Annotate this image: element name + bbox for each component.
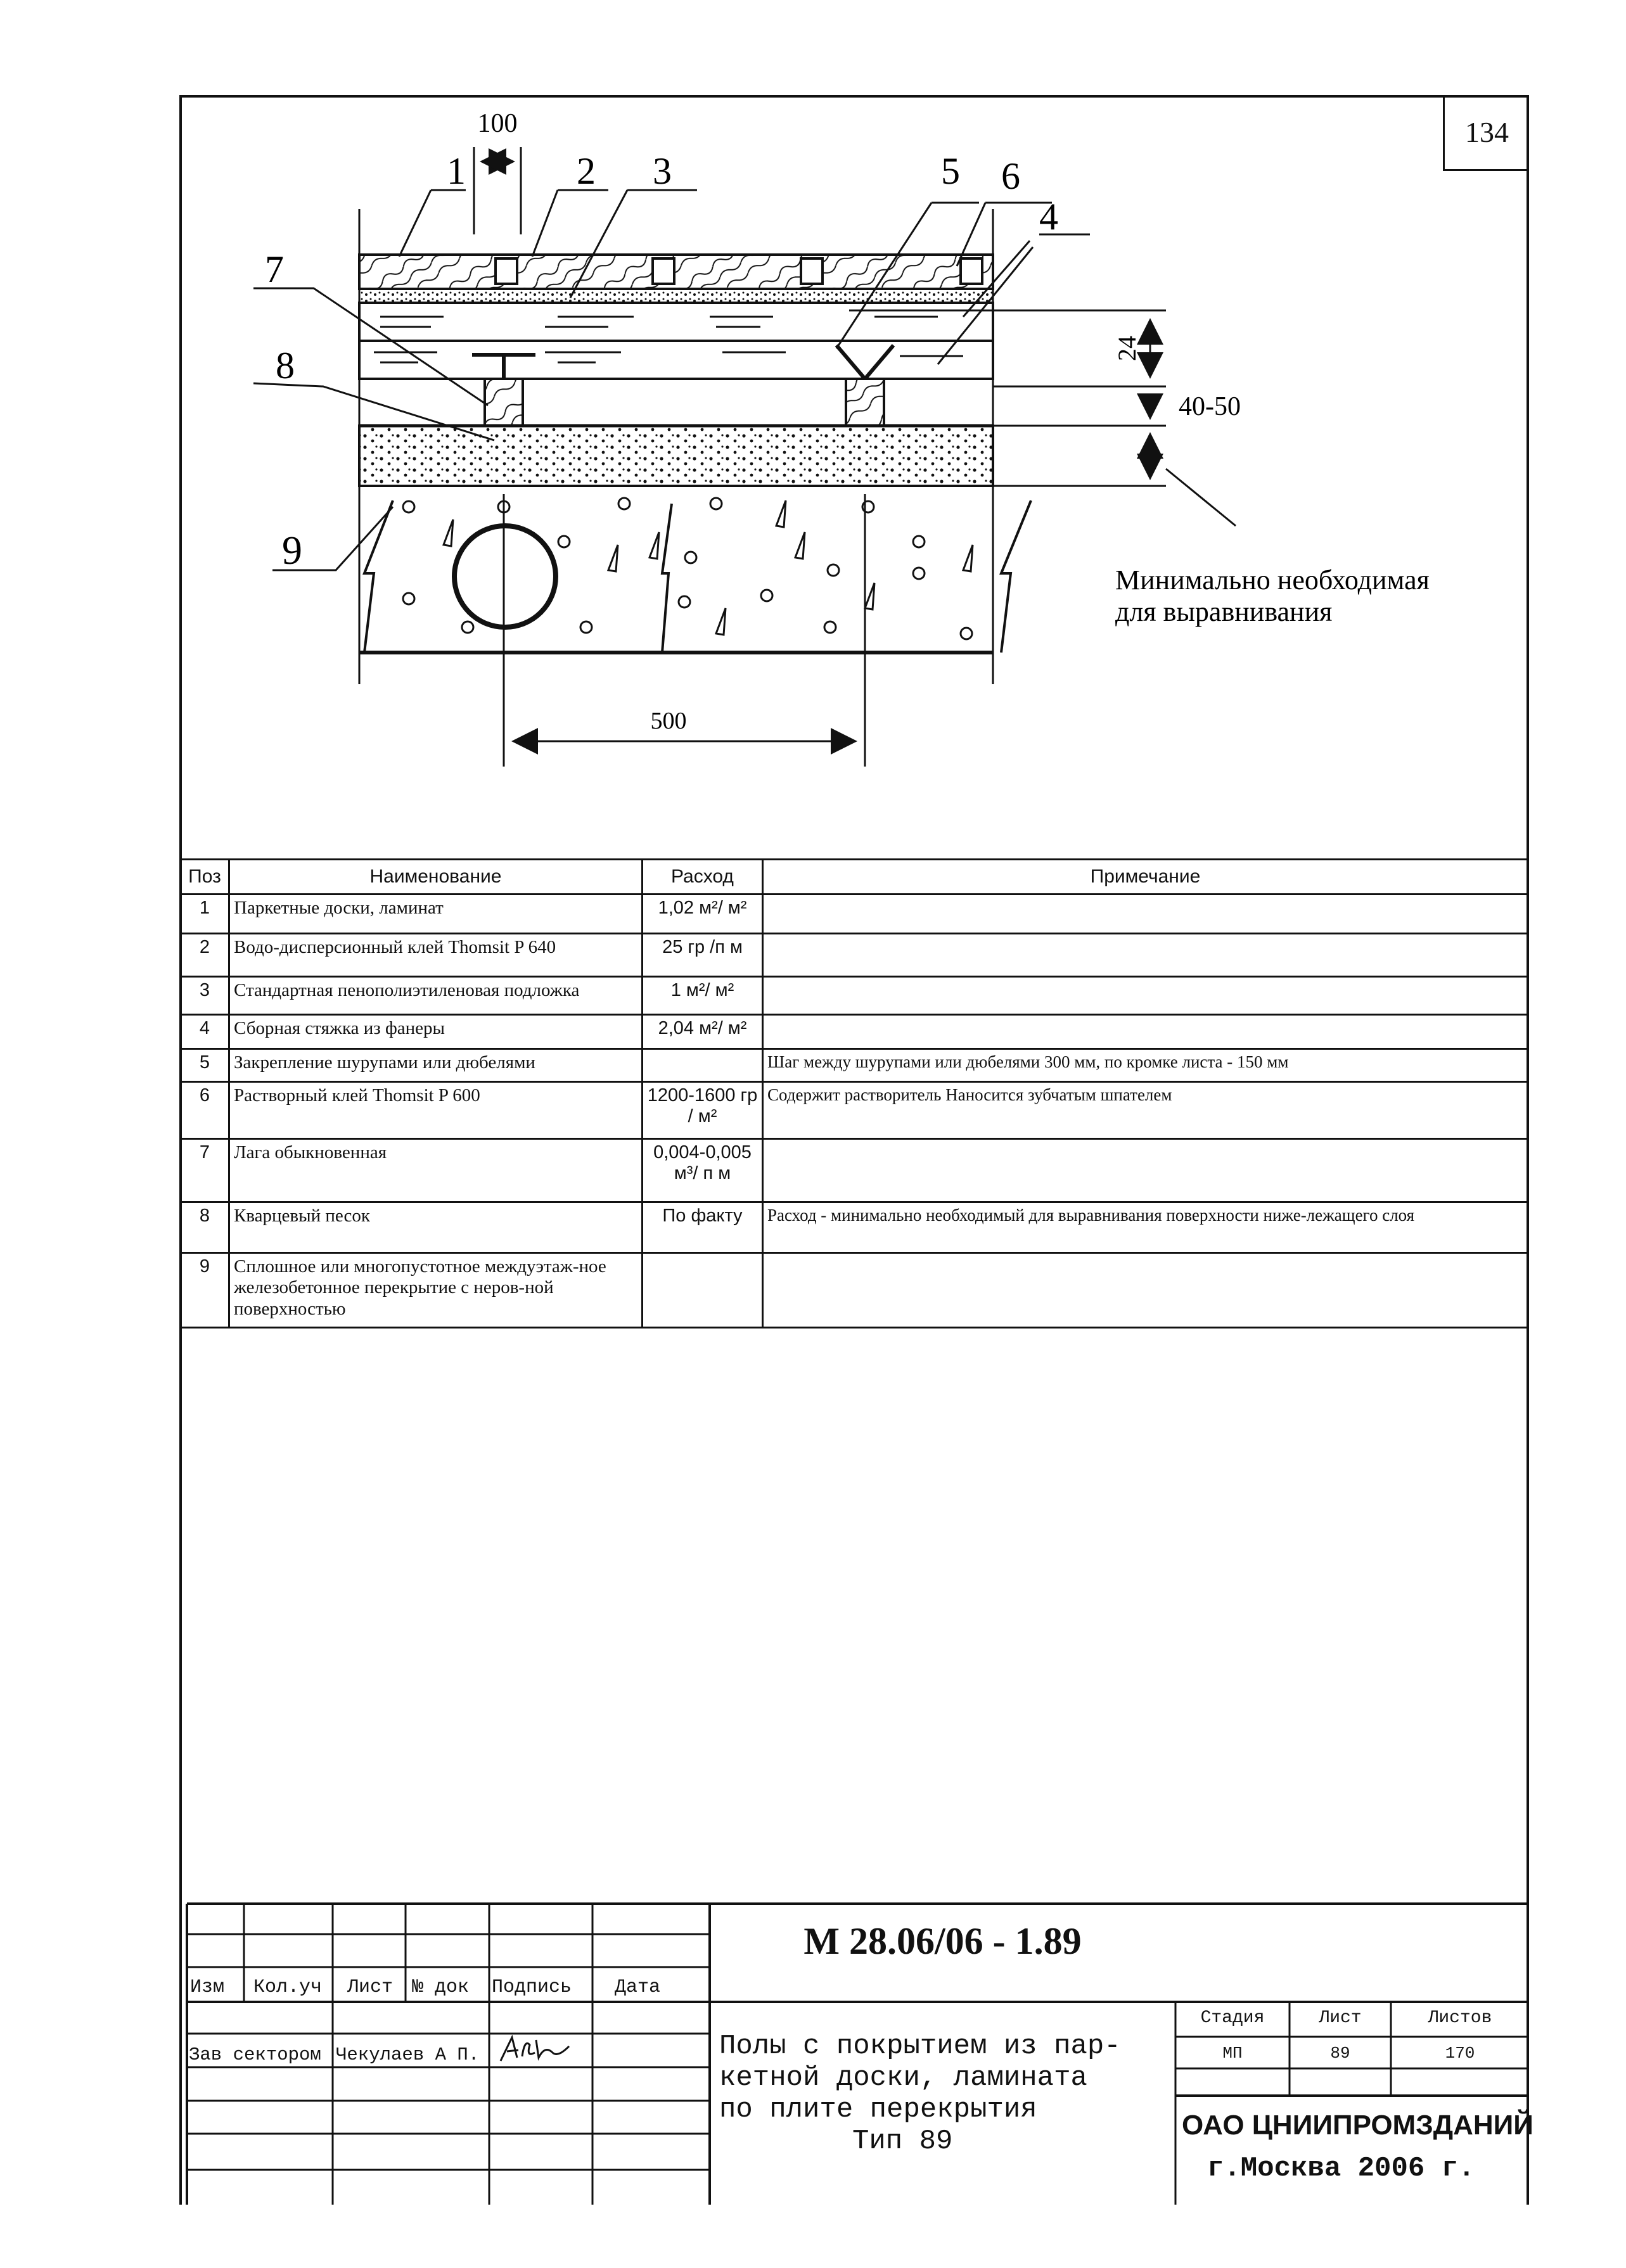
table-row (181, 1139, 1528, 1202)
cell-use: 1200-1600 гр / м² (643, 1082, 763, 1139)
materials-table (179, 858, 1529, 1328)
signer-name: Чекулаев А П. (336, 2044, 480, 2065)
table-row (181, 1015, 1528, 1049)
cell-note: Расход - минимально необходимый для выравнивания поверхности ниже-лежащего слоя (763, 1202, 1528, 1253)
cell-pos: 3 (181, 977, 229, 1015)
cell-note (763, 934, 1528, 977)
cell-note (763, 977, 1528, 1015)
cell-name: Растворный клей Thomsit P 600 (229, 1082, 643, 1139)
cell-note: Содержит растворитель Наносится зубчатым шпателем (763, 1082, 1528, 1139)
callout-7: 7 (265, 248, 284, 290)
cell-pos: 4 (181, 1015, 229, 1049)
table-header-row (181, 860, 1528, 895)
dim-top-text: 100 (477, 109, 518, 138)
cell-name: Паркетные доски, ламинат (229, 895, 643, 934)
cell-pos: 7 (181, 1139, 229, 1202)
sheet-title (719, 2030, 1121, 2157)
sheet-number: 134 (1443, 95, 1529, 171)
cell-name: Водо-дисперсионный клей Thomsit P 640 (229, 934, 643, 977)
plywood-layer-1 (359, 303, 993, 341)
cell-use: 1,02 м²/ м² (643, 895, 763, 934)
plywood-layer-2 (359, 341, 993, 379)
header-use: Расход (643, 860, 763, 895)
cell-pos: 8 (181, 1202, 229, 1253)
callout-6: 6 (1001, 155, 1020, 197)
note-line-1: Минимально необходимая (1115, 564, 1430, 596)
cell-use: 0,004-0,005 м³/ п м (643, 1139, 763, 1202)
col-izm: Изм (190, 1977, 225, 1998)
cell-pos: 2 (181, 934, 229, 977)
underlay-layer (359, 289, 993, 303)
sheets-value: 170 (1445, 2044, 1475, 2063)
aggregate (403, 498, 973, 639)
callout-4: 4 (1039, 196, 1058, 238)
table-row (181, 1202, 1528, 1253)
floor-section-drawing (179, 98, 1527, 858)
col-kolvo: Кол.уч (253, 1977, 323, 1998)
cell-pos: 9 (181, 1253, 229, 1328)
cell-name: Закрепление шурупами или дюбелями (229, 1049, 643, 1082)
cell-name: Кварцевый песок (229, 1202, 643, 1253)
title-line-4: Тип 89 (852, 2125, 953, 2157)
callout-5: 5 (941, 150, 960, 192)
cell-pos: 1 (181, 895, 229, 934)
stage-label: Стадия (1200, 2008, 1265, 2028)
sheets-label: Листов (1428, 2008, 1492, 2028)
callout-8: 8 (276, 345, 295, 386)
cell-name: Лага обыкновенная (229, 1139, 643, 1202)
table-row (181, 1082, 1528, 1139)
cell-note (763, 1015, 1528, 1049)
note-line-2: для выравнивания (1115, 596, 1333, 627)
header-pos: Поз (181, 860, 229, 895)
document-code: М 28.06/06 - 1.89 (803, 1920, 1082, 1962)
callout-2: 2 (577, 150, 596, 192)
organization-city: г.Москва 2006 г. (1207, 2153, 1475, 2184)
parquet-layer (359, 255, 993, 289)
signer-role: Зав сектором (189, 2044, 321, 2065)
dim-bottom-text: 500 (650, 708, 687, 734)
col-ndok: № док (412, 1977, 470, 1998)
signature (494, 2032, 577, 2068)
cell-note (763, 1253, 1528, 1328)
table-row (181, 1253, 1528, 1328)
cell-note (763, 895, 1528, 934)
cell-name: Сплошное или многопустотное междуэтаж-ное железобетонное перекрытие с неров-ной поверхностью (229, 1253, 643, 1328)
cell-pos: 5 (181, 1049, 229, 1082)
callout-9: 9 (282, 528, 302, 573)
slab-hollow (454, 526, 556, 627)
organization-name: ОАО ЦНИИПРОМЗДАНИЙ (1182, 2110, 1533, 2141)
concrete-slab (359, 486, 1031, 653)
sand-layer (359, 426, 993, 486)
cell-name: Сборная стяжка из фанеры (229, 1015, 643, 1049)
table-row (181, 895, 1528, 934)
callout-3: 3 (653, 150, 672, 192)
stage-value: МП (1222, 2044, 1243, 2063)
cell-use: 1 м²/ м² (643, 977, 763, 1015)
dim-right-1-text: 24 (1113, 336, 1141, 361)
cell-note (763, 1139, 1528, 1202)
cell-name: Стандартная пенополиэтиленовая подложка (229, 977, 643, 1015)
col-data: Дата (615, 1977, 661, 1998)
table-row (181, 1049, 1528, 1082)
sheet-label: Лист (1319, 2008, 1362, 2028)
cell-pos: 6 (181, 1082, 229, 1139)
header-note: Примечание (763, 860, 1528, 895)
title-line-2: кетной доски, ламината (719, 2062, 1087, 2094)
col-list: Лист (347, 1977, 394, 1998)
cell-use: По факту (643, 1202, 763, 1253)
cell-use (643, 1253, 763, 1328)
table-row (181, 934, 1528, 977)
dim-right-2-text: 40-50 (1179, 392, 1241, 421)
cell-use: 25 гр /п м (643, 934, 763, 977)
callout-1: 1 (447, 150, 466, 192)
title-line-3: по плите перекрытия (719, 2094, 1037, 2125)
sheet-value: 89 (1330, 2044, 1350, 2063)
title-line-1: Полы с покрытием из пар- (719, 2030, 1121, 2062)
header-name: Наименование (229, 860, 643, 895)
col-podpis: Подпись (492, 1977, 572, 1998)
cell-use (643, 1049, 763, 1082)
cell-use: 2,04 м²/ м² (643, 1015, 763, 1049)
cell-note: Шаг между шурупами или дюбелями 300 мм, по кромке листа - 150 мм (763, 1049, 1528, 1082)
dimension-100 (474, 147, 521, 234)
table-row (181, 977, 1528, 1015)
